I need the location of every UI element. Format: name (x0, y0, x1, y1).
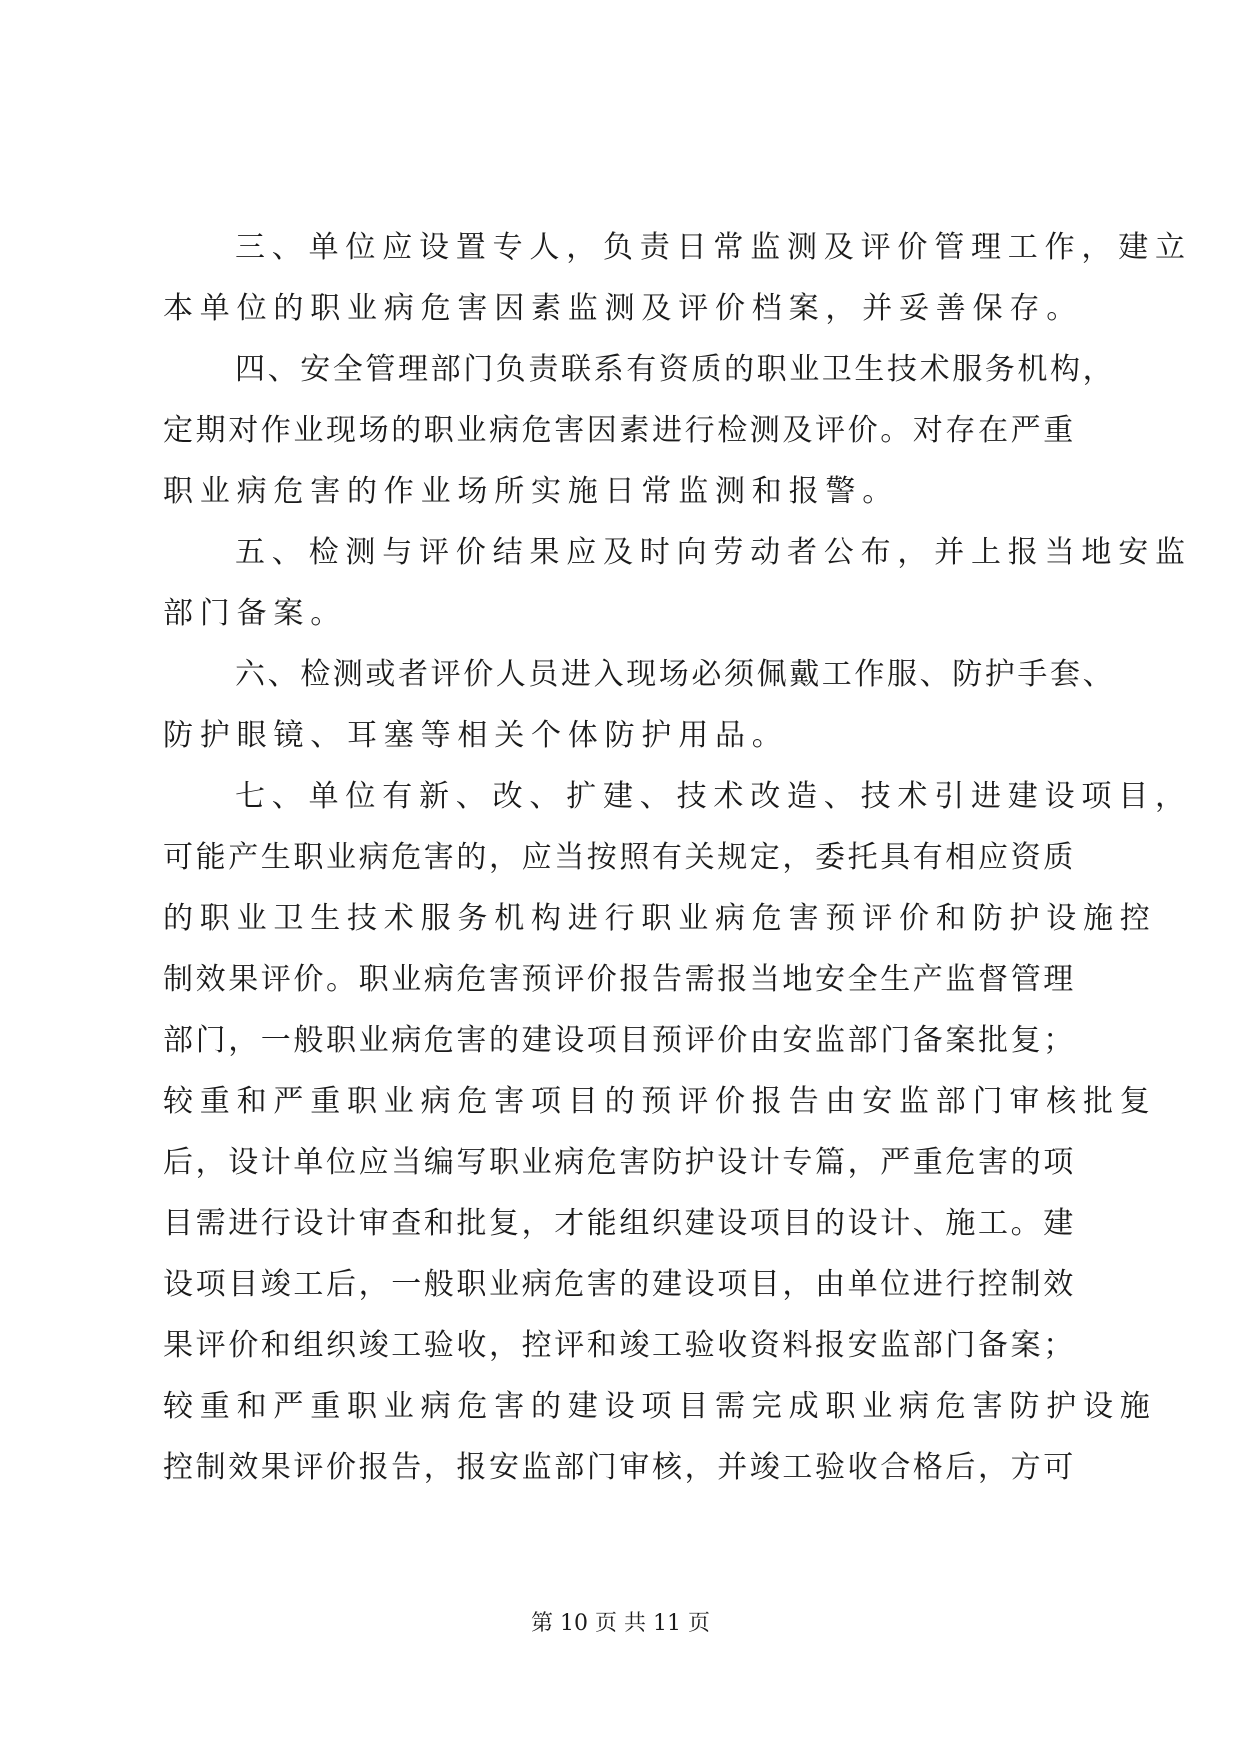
page-number-footer: 第 10 页 共 11 页 (531, 1611, 710, 1636)
paragraph-5-line-2: 部门备案。 (163, 596, 347, 631)
paragraph-7-line-3: 的职业卫生技术服务机构进行职业病危害预评价和防护设施控 (163, 901, 1157, 936)
paragraph-5-line-1: 五、检测与评价结果应及时向劳动者公布，并上报当地安监 (235, 535, 1192, 570)
paragraph-4-line-2: 定期对作业现场的职业病危害因素进行检测及评价。对存在严重 (163, 413, 1076, 448)
paragraph-7-line-12: 控制效果评价报告，报安监部门审核，并竣工验收合格后，方可 (163, 1450, 1076, 1485)
paragraph-7-line-9: 设项目竣工后，一般职业病危害的建设项目，由单位进行控制效 (163, 1267, 1076, 1302)
paragraph-7-line-5: 部门，一般职业病危害的建设项目预评价由安监部门备案批复； (163, 1023, 1076, 1058)
paragraph-4-line-3: 职业病危害的作业场所实施日常监测和报警。 (163, 474, 899, 509)
paragraph-7-line-8: 目需进行设计审查和批复，才能组织建设项目的设计、施工。建 (163, 1206, 1076, 1241)
paragraph-7-line-2: 可能产生职业病危害的，应当按照有关规定，委托具有相应资质 (163, 840, 1076, 875)
paragraph-6-line-1: 六、检测或者评价人员进入现场必须佩戴工作服、防护手套、 (235, 657, 1116, 692)
document-body (163, 230, 1192, 1511)
paragraph-4-line-1: 四、安全管理部门负责联系有资质的职业卫生技术服务机构， (235, 352, 1116, 387)
paragraph-6-line-2: 防护眼镜、耳塞等相关个体防护用品。 (163, 718, 789, 753)
paragraph-7-line-1: 七、单位有新、改、扩建、技术改造、技术引进建设项目， (235, 779, 1192, 814)
paragraph-7-line-6: 较重和严重职业病危害项目的预评价报告由安监部门审核批复 (163, 1084, 1157, 1119)
paragraph-7-line-4: 制效果评价。职业病危害预评价报告需报当地安全生产监督管理 (163, 962, 1076, 997)
paragraph-7-line-10: 果评价和组织竣工验收，控评和竣工验收资料报安监部门备案； (163, 1328, 1076, 1363)
paragraph-7-line-11: 较重和严重职业病危害的建设项目需完成职业病危害防护设施 (163, 1389, 1157, 1424)
paragraph-3-line-2: 本单位的职业病危害因素监测及评价档案，并妥善保存。 (163, 291, 1083, 326)
paragraph-7-line-7: 后，设计单位应当编写职业病危害防护设计专篇，严重危害的项 (163, 1145, 1076, 1180)
paragraph-3-line-1: 三、单位应设置专人，负责日常监测及评价管理工作，建立 (235, 230, 1192, 265)
